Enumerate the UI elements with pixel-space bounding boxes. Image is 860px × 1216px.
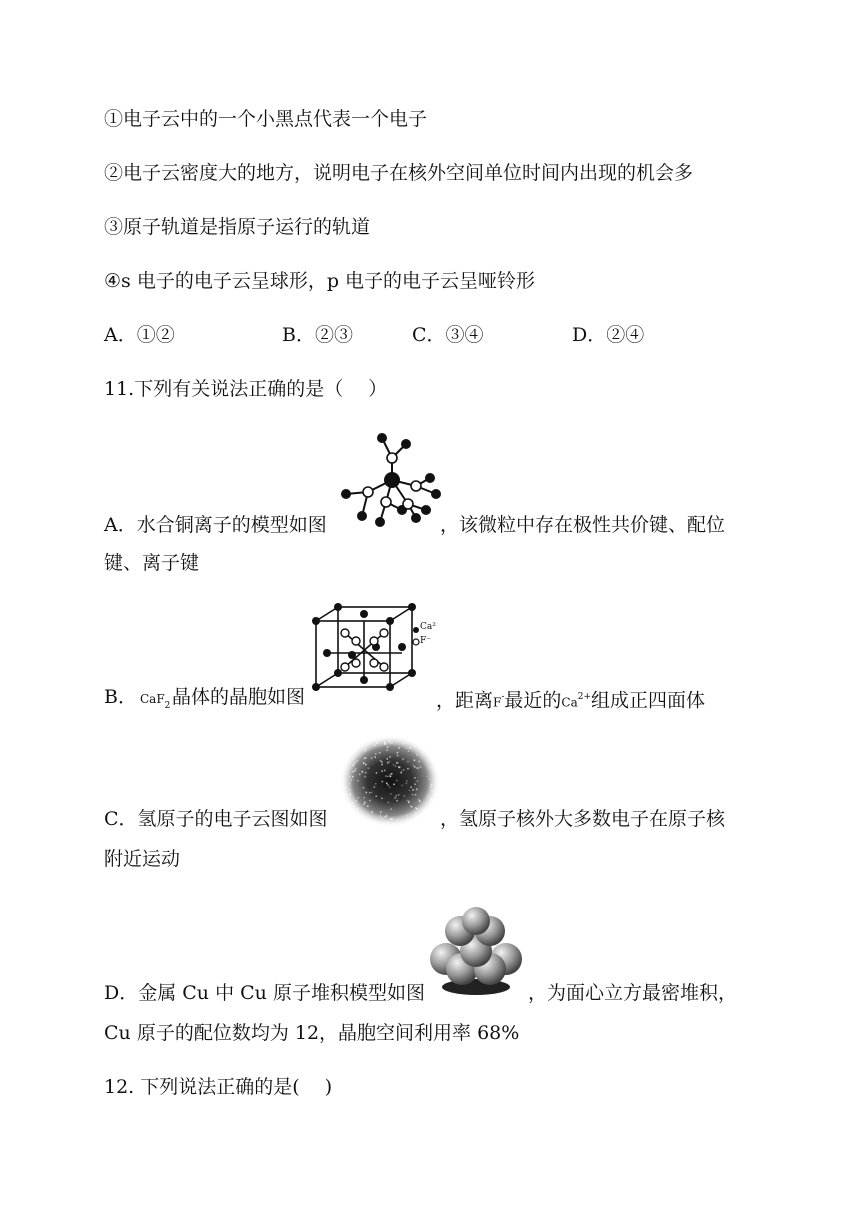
q11-option-b-text-after <box>436 684 705 715</box>
statement-2: ②电子云密度大的地方，说明电子在核外空间单位时间内出现的机会多 <box>104 162 694 184</box>
caf2-formula: CaF <box>140 692 165 706</box>
q11-option-b-text: 晶体的晶胞如图 <box>172 686 306 708</box>
b-after-1: ，距离 <box>436 689 494 712</box>
q10-option-c: C．③④ <box>412 324 484 346</box>
statement-3: ③原子轨道是指原子运行的轨道 <box>104 216 371 238</box>
b-after-3: 组成正四面体 <box>591 689 706 712</box>
caf2-unit-cell-figure <box>312 603 442 691</box>
b-after-2: 最近的 <box>504 689 562 712</box>
caf2-subscript: 2 <box>164 700 171 711</box>
q11-option-c-text: C．氢原子的电子云图如图 <box>104 808 328 830</box>
q11-option-d-continuation: Cu 原子的配位数均为 12，晶胞空间利用率 68% <box>104 1022 520 1044</box>
q11-option-a-continuation: 键、离子键 <box>104 552 200 574</box>
q11-option-c-text-after: ，氢原子核外大多数电子在原子核 <box>440 808 726 830</box>
q11-option-d-text-after: ，为面心立方最密堆积， <box>528 982 738 1004</box>
q11-option-a-text-after: ，该微粒中存在极性共价键、配位 <box>440 514 726 536</box>
hydrated-copper-ion-figure <box>340 430 445 530</box>
f-ion: F <box>493 695 502 710</box>
q11-option-d-text: D．金属 Cu 中 Cu 原子堆积模型如图 <box>104 982 425 1004</box>
q11-stem: 11.下列有关说法正确的是（ ） <box>104 378 388 400</box>
statement-1: ①电子云中的一个小黑点代表一个电子 <box>104 108 428 130</box>
q11-option-c-continuation: 附近运动 <box>104 848 181 870</box>
f-charge: - <box>501 692 505 702</box>
q10-option-b: B．②③ <box>282 324 353 346</box>
q10-option-a: A．①② <box>104 324 175 346</box>
legend-f-label: F⁻ <box>420 636 431 646</box>
legend-ca-label: Ca² <box>420 622 436 632</box>
ca-ion: Ca <box>561 695 578 710</box>
q11-option-b-label: B． <box>104 686 137 708</box>
ca-charge: 2+ <box>577 692 592 702</box>
q11-option-b-formula <box>140 684 170 719</box>
q11-option-a-text: A．水合铜离子的模型如图 <box>104 514 327 536</box>
cu-packing-model-figure <box>426 907 526 999</box>
hydrogen-electron-cloud-figure <box>340 735 440 827</box>
q10-option-d: D．②④ <box>572 324 645 346</box>
q12-stem: 12. 下列说法正确的是( ) <box>104 1076 333 1098</box>
statement-4: ④s 电子的电子云呈球形，p 电子的电子云呈哑铃形 <box>104 270 536 292</box>
